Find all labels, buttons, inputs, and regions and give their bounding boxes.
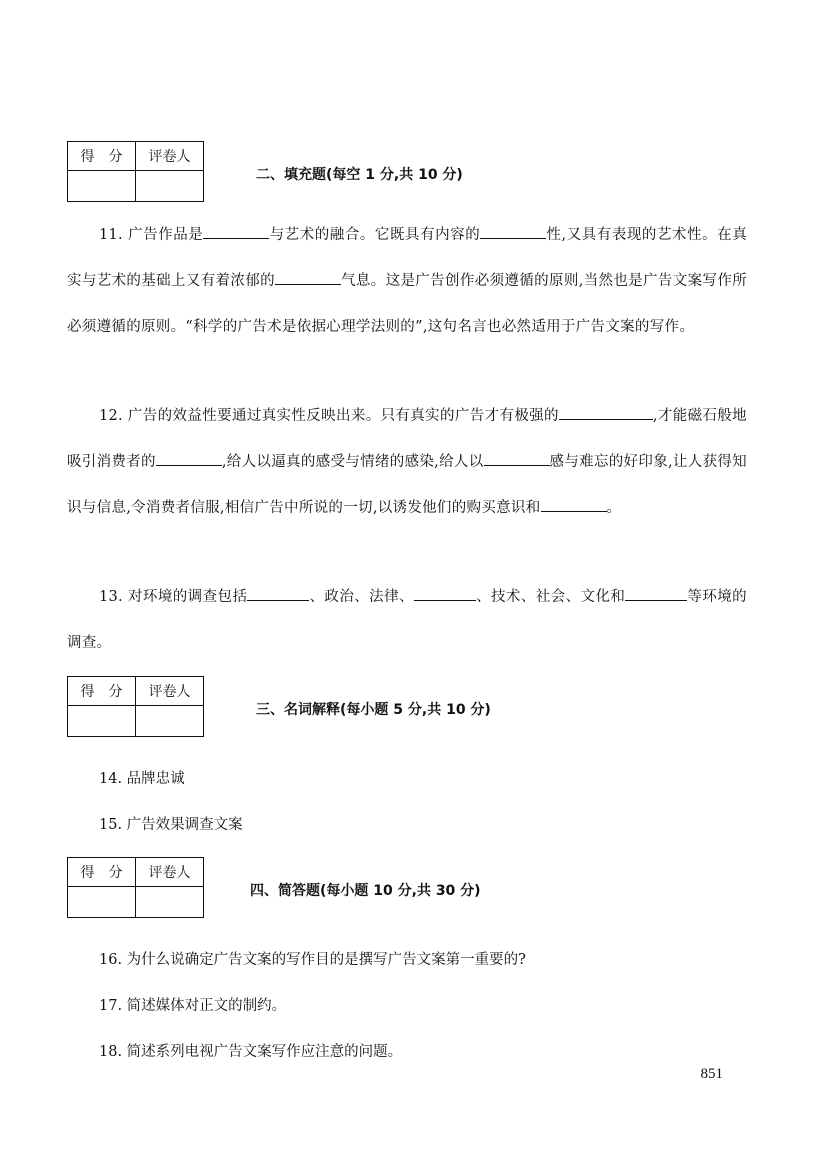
q13-text-1: 13. 对环境的调查包括 <box>99 589 248 605</box>
question-18: 18. 简述系列电视广告文案写作应注意的问题。 <box>99 1044 403 1060</box>
q12-blank-1 <box>559 405 653 420</box>
score-label: 得 分 <box>68 858 136 887</box>
question-11 <box>67 212 747 350</box>
score-cell <box>68 706 136 737</box>
q13-blank-2 <box>414 586 476 601</box>
grader-cell <box>136 706 204 737</box>
q12-blank-3 <box>484 451 550 466</box>
grader-cell <box>136 887 204 918</box>
score-table <box>67 141 204 202</box>
q11-blank-1 <box>203 224 269 239</box>
q13-blank-3 <box>625 586 687 601</box>
q13-text-2: 、政治、法律、 <box>309 589 414 605</box>
score-table <box>67 857 204 918</box>
q13-blank-1 <box>247 586 309 601</box>
q11-text-4: 气息。这是广告创作必须遵循的原则,当然也是广告文案写作所必须遵循的原则。“科学的广告术是依据心理学法则的”,这句名言也必然适用于广告文案的写作。 <box>67 273 747 335</box>
score-cell <box>68 171 136 202</box>
q12-text-3: ,给人以逼真的感受与情绪的感染,给人以 <box>221 454 484 470</box>
q11-text-3: 性,又具有表现的艺术性。在真实与艺术的基础上又有着浓郁的 <box>67 227 748 289</box>
question-13 <box>67 574 747 666</box>
question-16: 16. 为什么说确定广告文案的写作目的是撰写广告文案第一重要的? <box>99 952 526 968</box>
question-14: 14. 品牌忠诚 <box>99 771 185 787</box>
q11-blank-3 <box>275 270 341 285</box>
score-table <box>67 676 204 737</box>
q11-text-1: 11. 广告作品是 <box>99 227 204 243</box>
grader-label: 评卷人 <box>136 858 204 887</box>
q13-text-3: 、技术、社会、文化和 <box>475 589 626 605</box>
section-title-terms: 三、名词解释(每小题 5 分,共 10 分) <box>256 702 491 718</box>
q12-blank-2 <box>156 451 222 466</box>
q12-text-5: 。 <box>606 500 622 516</box>
grader-label: 评卷人 <box>136 677 204 706</box>
score-label: 得 分 <box>68 677 136 706</box>
question-12 <box>67 393 747 531</box>
q12-text-4: 感与难忘的好印象,让人获得知识与信息,令消费者信服,相信广告中所说的一切,以诱发他们的购买意识和 <box>67 454 747 516</box>
grader-label: 评卷人 <box>136 142 204 171</box>
section-title-fill-blank: 二、填充题(每空 1 分,共 10 分) <box>256 167 463 183</box>
score-label: 得 分 <box>68 142 136 171</box>
q12-text-1: 12. 广告的效益性要通过真实性反映出来。只有真实的广告才有极强的 <box>99 408 559 424</box>
grader-cell <box>136 171 204 202</box>
section-title-short-answer: 四、简答题(每小题 10 分,共 30 分) <box>250 883 481 899</box>
q12-text-2: ,才能磁石般地吸引消费者的 <box>67 408 747 470</box>
q11-blank-2 <box>480 224 546 239</box>
q12-blank-4 <box>541 497 607 512</box>
question-15: 15. 广告效果调查文案 <box>99 817 243 833</box>
score-cell <box>68 887 136 918</box>
question-17: 17. 简述媒体对正文的制约。 <box>99 998 287 1014</box>
q11-text-2: 与艺术的融合。它既具有内容的 <box>269 227 481 243</box>
page-number: 851 <box>700 1066 723 1082</box>
q13-text-4: 等环境的调查。 <box>67 589 747 651</box>
